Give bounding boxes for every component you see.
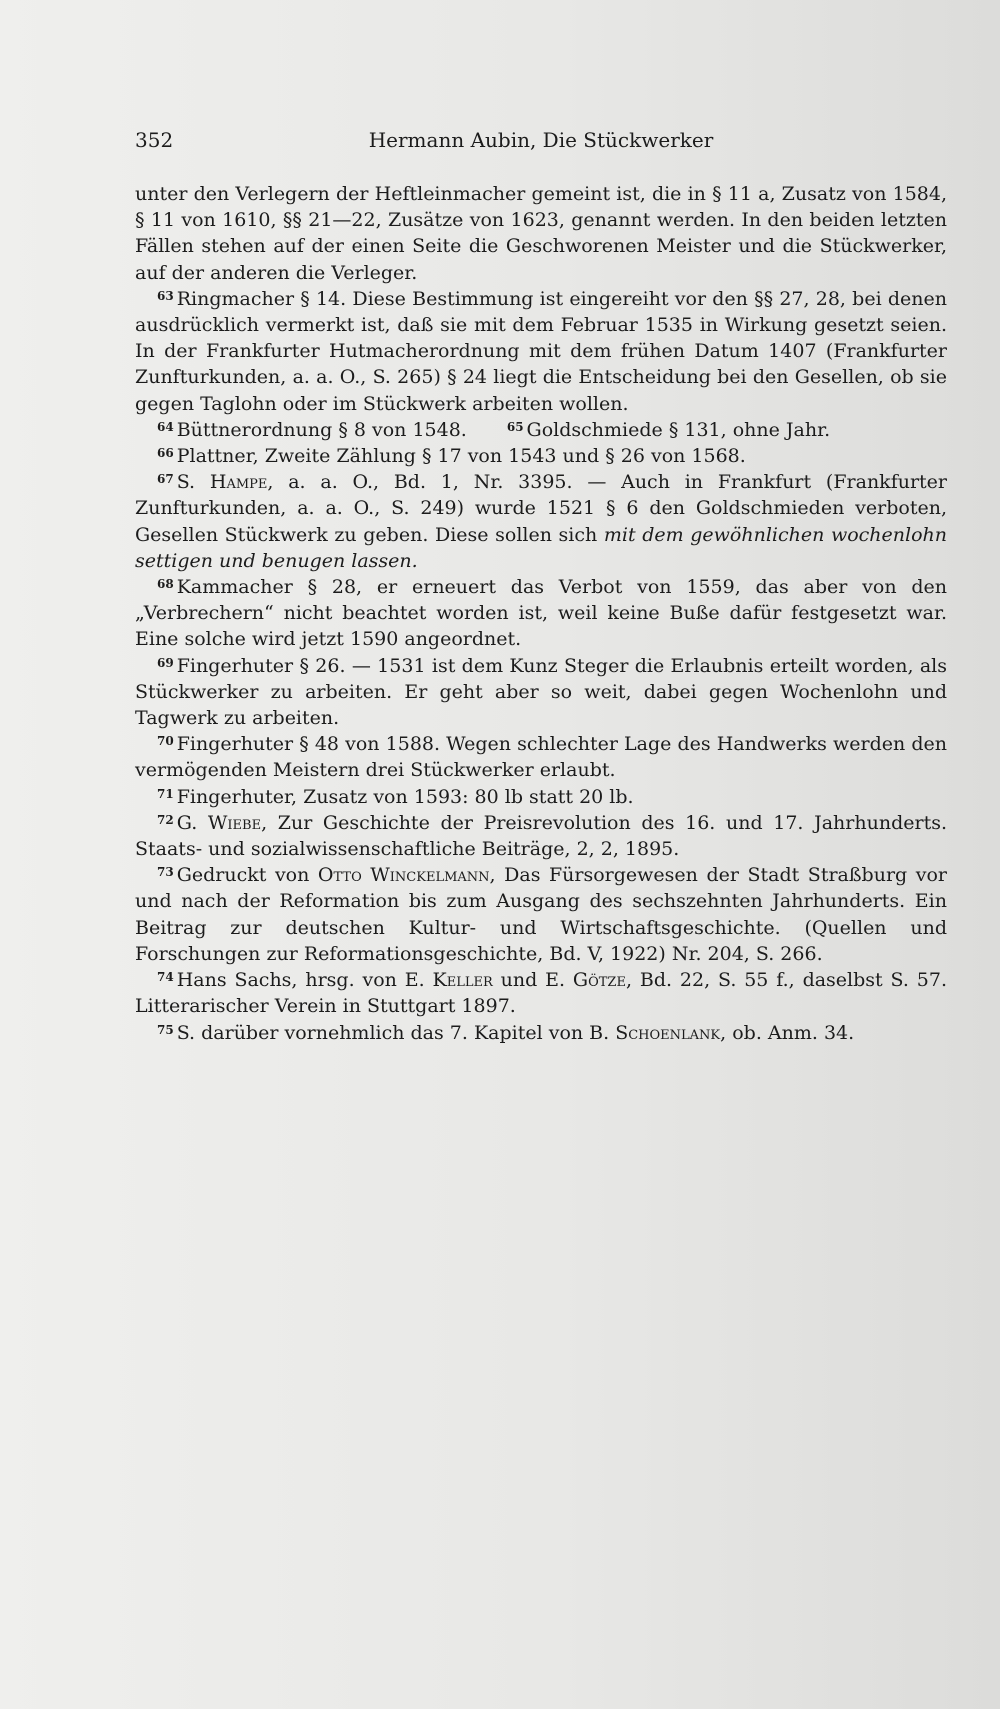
footnote-text: unter den Verlegern der Heftleinmacher gemeint ist, die in § 11 a, Zusatz von 1584, § 11 von 1610, §§ 21—22, Zusätze von 1623, genannt werden. In den beiden letzten Fällen stehen auf der einen Seite die Geschworenen Meister und die Stückwerker, auf der anderen die Verleger. [135,183,947,284]
author-name: Schoenlank [615,1021,721,1044]
footnote-text: Hans Sachs, hrsg. von E. [176,969,433,992]
author-name: Keller [432,969,493,992]
footnote-number: 71 [157,786,174,801]
footnote-number: 63 [157,288,174,303]
footnote-number: 70 [157,734,174,749]
running-title: Hermann Aubin, Die Stückwerker [368,128,714,152]
footnote-text: S. darüber vornehmlich das 7. Kapitel von B. [176,1021,616,1044]
footnote-number: 68 [157,577,174,592]
footnote-number: 72 [157,812,174,827]
footnote-text: Fingerhuter § 26. — 1531 ist dem Kunz Steger die Erlaubnis erteilt worden, als Stückwerker zu arbeiten. Er geht aber so weit, dabei gegen Wochenlohn und Tagwerk zu arbeiten. [135,654,947,730]
footnote-number: 75 [157,1022,174,1037]
footnotes [135,181,947,1046]
footnote-73 [135,862,947,967]
footnote-75 [135,1020,947,1046]
footnote-continuation [135,181,947,286]
footnote-text: Ringmacher § 14. Diese Bestimmung ist eingereiht vor den §§ 27, 28, bei denen ausdrücklich vermerkt ist, daß sie mit dem Februar 1535 in Wirkung gesetzt seien. In der Frankfurter Hutmacherordnung mit dem frühen Datum 1407 (Frankfurter Zunfturkunden, a. a. O., S. 265) § 24 liegt die Entscheidung bei den Gesellen, ob sie gegen Taglohn oder im Stückwerk arbeiten wollen. [135,287,947,415]
page-number: 352 [135,128,174,152]
author-name: Götze [572,969,626,992]
footnote-text: S. [176,471,210,494]
running-head [135,123,947,157]
footnote-number: 74 [157,970,174,985]
footnote-text: , a. a. O., Bd. 1, Nr. 3395. — Auch in Frankfurt (Frankfurter Zunfturkunden, a. a. O., S. 249) wurde 1521 § 6 den Goldschmieden verboten, Gesellen Stückwerk zu geben. Diese sollen sich [135,471,948,546]
footnote-68 [135,574,947,653]
footnote-63 [135,286,947,417]
footnote-72 [135,810,947,862]
footnote-number: 69 [157,655,174,670]
footnote-number: 65 [506,419,524,434]
quotation: mit dem gewöhnlichen wochenlohn settigen und benugen lassen. [135,523,947,572]
footnote-text: und E. [492,969,573,992]
footnote-text: , Das Fürsorgewesen der Stadt Straßburg vor und nach der Reformation bis zum Ausgang des sechszehnten Jahrhunderts. Ein Beitrag zur deutschen Kultur- und Wirtschaftsgeschichte. (Quellen und Forschungen zur Reformationsgeschichte, Bd. V, 1922) Nr. 204, S. 266. [135,864,947,965]
footnote-64 [135,417,947,443]
footnote-text: Goldschmiede § 131, ohne Jahr. [526,418,831,441]
footnote-69 [135,653,947,732]
footnote-74 [135,967,947,1019]
footnote-text: , Zur Geschichte der Preisrevolution des 16. und 17. Jahrhunderts. Staats- und sozialwissenschaftliche Beiträge, 2, 2, 1895. [135,811,947,861]
author-name: Wiebe [207,811,262,834]
footnote-number: 64 [157,419,174,434]
footnote-67 [135,469,947,574]
footnote-66 [135,443,947,469]
author-name: Hampe [209,471,268,494]
footnote-70 [135,731,947,783]
footnote-text: Gedruckt von [176,864,318,887]
footnote-text: Fingerhuter § 48 von 1588. Wegen schlechter Lage des Handwerks werden den vermögenden Meistern drei Stückwerker erlaubt. [135,733,947,782]
footnote-text: , ob. Anm. 34. [720,1021,855,1044]
author-name: Otto Winckelmann [317,864,490,887]
footnote-text: Büttnerordnung § 8 von 1548. [176,418,467,441]
footnote-number: 66 [157,446,174,461]
footnote-71 [135,784,947,810]
book-page [135,123,947,1046]
footnote-text: Fingerhuter, Zusatz von 1593: 80 lb statt 20 lb. [176,785,634,808]
footnote-text: G. [176,811,208,834]
footnote-number: 67 [157,472,174,487]
footnote-number: 73 [157,865,174,880]
footnote-text: Plattner, Zweite Zählung § 17 von 1543 und § 26 von 1568. [176,445,746,468]
footnote-text: Kammacher § 28, er erneuert das Verbot von 1559, das aber von den „Verbrechern“ nicht beachtet worden ist, weil keine Buße dafür festgesetzt war. Eine solche wird jetzt 1590 angeordnet. [135,576,947,651]
footnote-text: , Bd. 22, S. 55 f., daselbst S. 57. Litterarischer Verein in Stuttgart 1897. [135,969,948,1018]
